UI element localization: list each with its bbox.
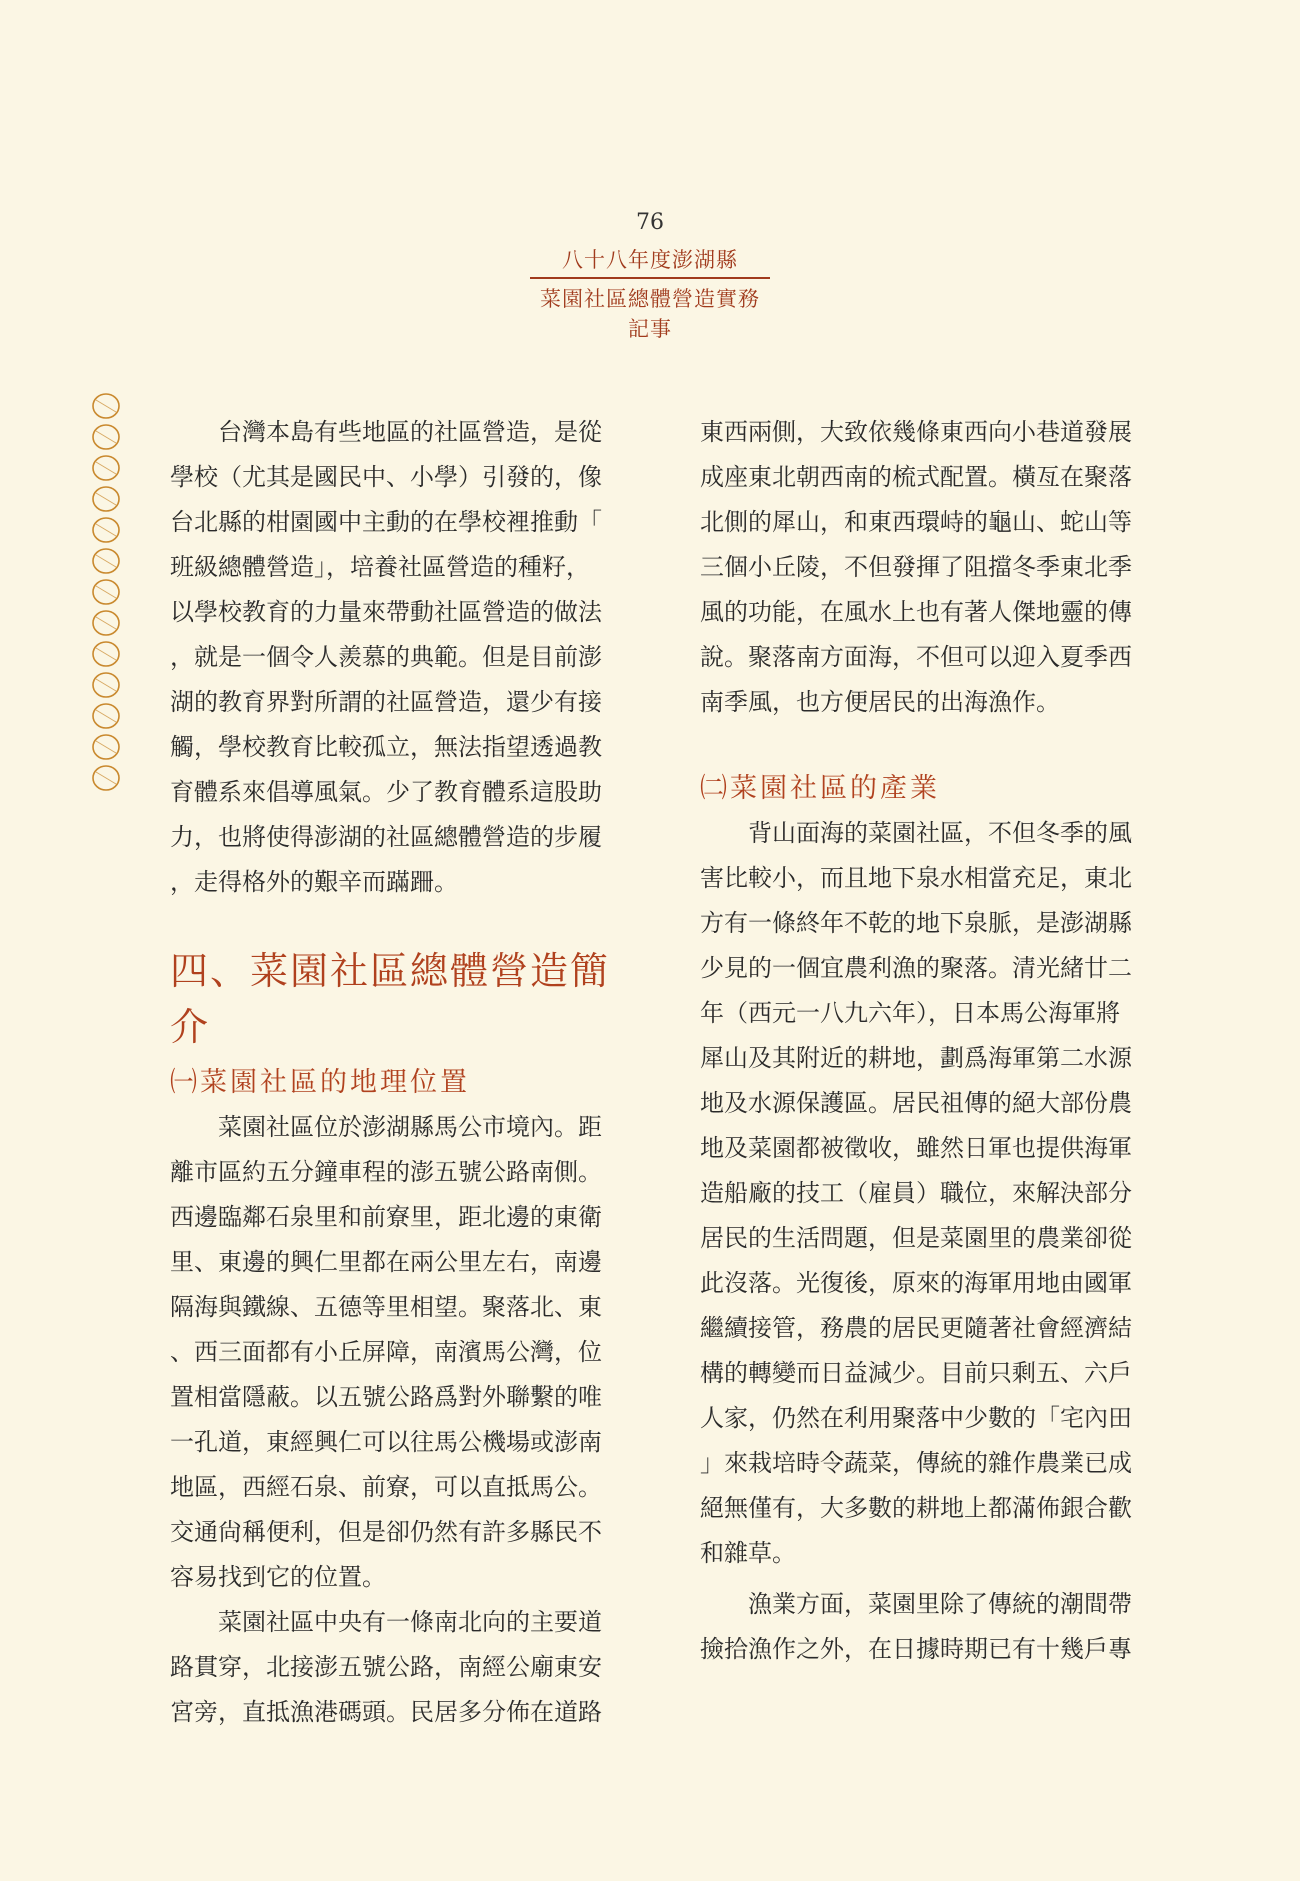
section-heading: 四、菜園社區總體營造簡介 [170,949,611,1049]
text-line: 地及水源保護區。居民祖傳的絕大部份農 [700,1089,1132,1117]
text-line: 班級總體營造」，培養社區營造的種籽， [170,553,590,581]
text-line: 漁業方面，菜園里除了傳統的潮間帶 [700,1590,1132,1618]
text-line: 三個小丘陵，不但發揮了阻擋冬季東北季 [700,553,1132,581]
text-line: 居民的生活問題，但是菜園里的農業卻從 [700,1224,1132,1252]
text-line: ，就是一個令人羨慕的典範。但是目前澎 [170,643,602,671]
text-line: 撿拾漁作之外，在日據時期已有十幾戶專 [700,1635,1132,1663]
text-line: 構的轉變而日益減少。目前只剩五、六戶 [700,1359,1132,1387]
text-line: 觸，學校教育比較孤立，無法指望透過教 [170,733,602,761]
header-line-1: 八十八年度澎湖縣 [530,244,770,279]
text-line: 少見的一個宜農利漁的聚落。清光緒廿二 [700,954,1132,982]
text-line: 犀山及其附近的耕地，劃爲海軍第二水源 [700,1044,1132,1072]
text-line: 台北縣的柑園國中主動的在學校裡推動「 [170,508,602,536]
text-line: 繼續接管，務農的居民更隨著社會經濟結 [700,1314,1132,1342]
text-line: 人家，仍然在利用聚落中少數的「宅內田 [700,1404,1132,1432]
text-line: 」來栽培時令蔬菜，傳統的雜作農業已成 [700,1449,1132,1477]
header-line-2: 菜園社區總體營造實務記事 [540,287,760,341]
text-line: 南季風，也方便居民的出海漁作。 [700,688,1060,716]
text-line: 和雜草。 [700,1539,796,1567]
text-line: 路貫穿，北接澎五號公路，南經公廟東安 [170,1653,602,1681]
text-line: 背山面海的菜園社區，不但冬季的風 [700,819,1132,847]
sub-heading-geography: ㈠菜園社區的地理位置 [170,1067,470,1098]
text-line: 成座東北朝西南的梳式配置。橫亙在聚落 [700,463,1132,491]
text-line: 里、東邊的興仁里都在兩公里左右，南邊 [170,1248,602,1276]
text-line: 風的功能，在風水上也有著人傑地靈的傳 [700,598,1132,626]
text-line: 交通尙稱便利，但是卻仍然有許多縣民不 [170,1518,602,1546]
running-header [530,244,770,343]
text-line: 菜園社區位於澎湖縣馬公市境內。距 [170,1113,602,1141]
text-line: 菜園社區中央有一條南北向的主要道 [170,1608,602,1636]
text-line: 育體系來倡導風氣。少了教育體系這股助 [170,778,602,806]
left-column [170,410,630,1735]
text-line: 台灣本島有些地區的社區營造，是從 [170,418,602,446]
text-line: 此沒落。光復後，原來的海軍用地由國軍 [700,1269,1132,1297]
text-line: 容易找到它的位置。 [170,1563,386,1591]
industry-paragraph [700,811,1160,1576]
text-line: 、西三面都有小丘屏障，南濱馬公灣，位 [170,1338,602,1366]
text-line: 年（西元一八九六年），日本馬公海軍將 [700,999,1120,1027]
decorative-border-icon [88,392,124,792]
text-line: 西邊臨鄰石泉里和前寮里，距北邊的東衛 [170,1203,602,1231]
text-line: ，走得格外的艱辛而蹣跚。 [170,868,458,896]
continuation-paragraph [700,410,1160,725]
right-column [700,410,1160,1672]
text-line: 東西兩側，大致依幾條東西向小巷道發展 [700,418,1132,446]
geography-paragraph [170,1105,630,1600]
text-line: 置相當隱蔽。以五號公路爲對外聯繫的唯 [170,1383,602,1411]
text-line: 方有一條終年不乾的地下泉脈，是澎湖縣 [700,909,1132,937]
text-line: 害比較小，而且地下泉水相當充足，東北 [700,864,1132,892]
text-line: 一孔道，東經興仁可以往馬公機場或澎南 [170,1428,602,1456]
text-line: 離市區約五分鐘車程的澎五號公路南側。 [170,1158,602,1186]
page-number: 76 [636,210,664,235]
text-line: 地及菜園都被徵收，雖然日軍也提供海軍 [700,1134,1132,1162]
text-line: 絕無僅有，大多數的耕地上都滿佈銀合歡 [700,1494,1132,1522]
fishery-paragraph [700,1582,1160,1672]
text-line: 以學校教育的力量來帶動社區營造的做法 [170,598,602,626]
text-line: 地區，西經石泉、前寮，可以直抵馬公。 [170,1473,602,1501]
sub-heading-industry: ㈡菜園社區的產業 [700,773,940,804]
intro-paragraph [170,410,630,905]
text-line: 學校（尤其是國民中、小學）引發的，像 [170,463,602,491]
text-line: 說。聚落南方面海，不但可以迎入夏季西 [700,643,1132,671]
text-line: 湖的教育界對所謂的社區營造，還少有接 [170,688,602,716]
text-line: 造船廠的技工（雇員）職位，來解決部分 [700,1179,1132,1207]
text-line: 隔海與鐵線、五德等里相望。聚落北、東 [170,1293,602,1321]
text-line: 力，也將使得澎湖的社區總體營造的步履 [170,823,602,851]
road-paragraph [170,1600,630,1735]
text-line: 宮旁，直抵漁港碼頭。民居多分佈在道路 [170,1698,602,1726]
text-line: 北側的犀山，和東西環峙的龜山、蛇山等 [700,508,1132,536]
